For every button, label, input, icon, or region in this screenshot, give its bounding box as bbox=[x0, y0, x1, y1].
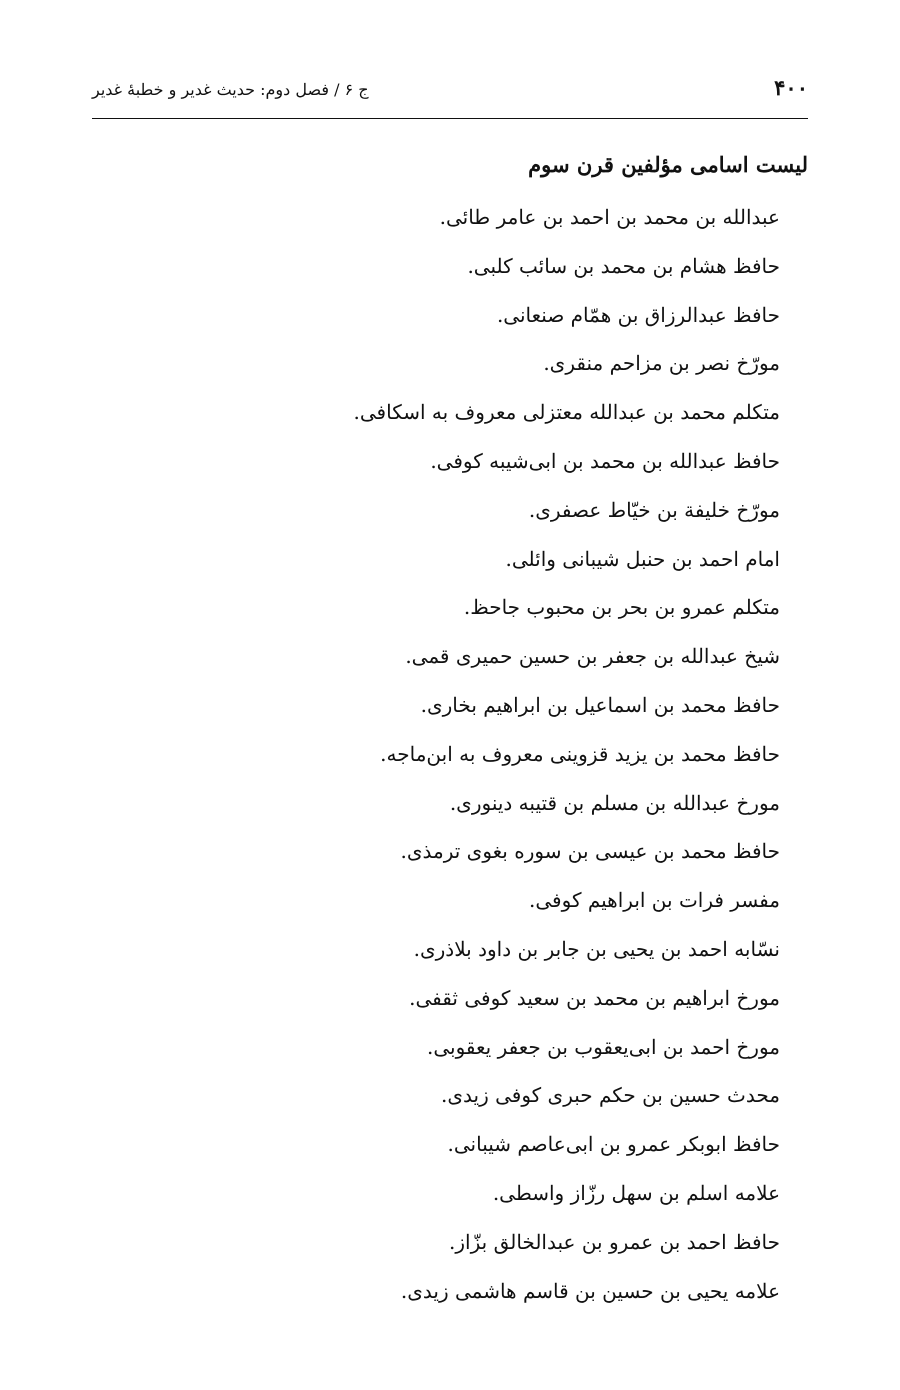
author-list bbox=[92, 193, 808, 1315]
list-item: حافظ محمد بن عیسی بن سوره بغوی ترمذی. bbox=[400, 839, 780, 864]
list-item: عبدالله بن محمد بن احمد بن عامر طائی. bbox=[439, 205, 780, 229]
list-item: حافظ محمد بن اسماعیل بن ابراهیم بخاری. bbox=[420, 692, 780, 717]
list-item: علامه یحیی بن حسین بن قاسم هاشمی زیدی. bbox=[400, 1278, 780, 1303]
section-title: لیست اسامی مؤلفین قرن سوم bbox=[528, 152, 808, 177]
list-item: علامه اسلم بن سهل رزّاز واسطی. bbox=[492, 1180, 780, 1205]
list-item: محدث حسین بن حکم حبری کوفی زیدی. bbox=[441, 1083, 780, 1108]
page-number: ۴۰۰ bbox=[774, 75, 808, 100]
list-item: مورخ احمد بن ابی‌یعقوب بن جعفر یعقوبی. bbox=[426, 1034, 780, 1059]
running-head: ج ۶ / فصل دوم: حدیث غدیر و خطبهٔ غدیر bbox=[92, 80, 369, 99]
list-item: حافظ عبدالرزاق بن همّام صنعانی. bbox=[496, 302, 780, 327]
page-content bbox=[92, 145, 808, 1315]
header-divider bbox=[92, 118, 808, 119]
list-item: نسّابه احمد بن یحیی بن جابر بن داود بلاذری. bbox=[413, 936, 780, 961]
list-item: حافظ ابوبکر عمرو بن ابی‌عاصم شیبانی. bbox=[447, 1132, 780, 1157]
list-item: متکلم محمد بن عبدالله معتزلی معروف به اسکافی. bbox=[353, 400, 780, 425]
list-item: مورّخ خلیفة بن خیّاط عصفری. bbox=[528, 497, 780, 522]
list-item: حافظ عبدالله بن محمد بن ابی‌شیبه کوفی. bbox=[430, 448, 780, 473]
list-item: متکلم عمرو بن بحر بن محبوب جاحظ. bbox=[463, 595, 780, 620]
list-item: حافظ هشام بن محمد بن سائب کلبی. bbox=[467, 253, 780, 278]
list-item: مفسر فرات بن ابراهیم کوفی. bbox=[529, 888, 780, 913]
list-item: مورخ عبدالله بن مسلم بن قتیبه دینوری. bbox=[449, 790, 780, 815]
page-header bbox=[92, 68, 808, 112]
list-item: شیخ عبدالله بن جعفر بن حسین حمیری قمی. bbox=[405, 644, 780, 669]
list-item: امام احمد بن حنبل شیبانی وائلی. bbox=[505, 546, 780, 571]
list-item: حافظ محمد بن یزید قزوینی معروف به ابن‌ماجه. bbox=[380, 741, 780, 766]
list-item: مورّخ نصر بن مزاحم منقری. bbox=[543, 351, 780, 376]
list-item: حافظ احمد بن عمرو بن عبدالخالق بزّاز. bbox=[449, 1229, 780, 1254]
list-item: مورخ ابراهیم بن محمد بن سعید کوفی ثقفی. bbox=[409, 985, 780, 1010]
